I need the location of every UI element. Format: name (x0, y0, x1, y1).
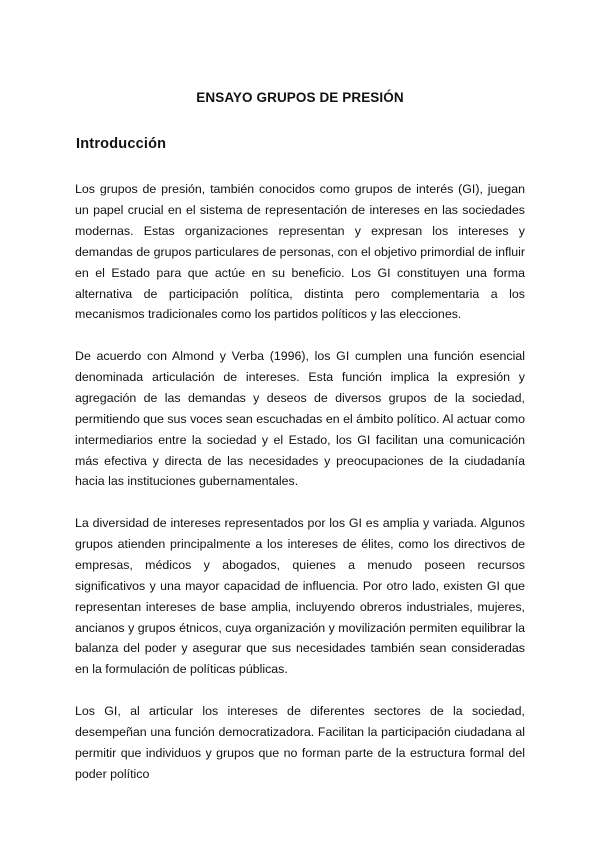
paragraph-2: De acuerdo con Almond y Verba (1996), los GI cumplen una función esencial denominada articulación de intereses. Esta función implica la expresión y agregación de las demandas y deseos de diversos grupos de la sociedad, permitiendo que sus voces sean escuchadas en el ámbito político. Al actuar como intermediarios entre la sociedad y el Estado, los GI facilitan una comunicación más efectiva y directa de las necesidades y preocupaciones de la ciudadanía hacia las instituciones gubernamentales. (75, 349, 525, 489)
paragraph-4: Los GI, al articular los intereses de diferentes sectores de la sociedad, desempeñan una función democratizadora. Facilitan la participación ciudadana al permitir que individuos y grupos que no forman parte de la estructura formal del poder político (75, 704, 525, 781)
document-title: ENSAYO GRUPOS DE PRESIÓN (196, 90, 404, 105)
section-heading: Introducción (76, 136, 167, 152)
paragraph-1: Los grupos de presión, también conocidos como grupos de interés (GI), juegan un papel crucial en el sistema de representación de intereses en las sociedades modernas. Estas organizaciones representan y expresan los intereses y demandas de grupos particulares de personas, con el objetivo primordial de influir en el Estado para que actúe en su beneficio. Los GI constituyen una forma alternativa de participación política, distinta pero complementaria a los mecanismos tradicionales como los partidos políticos y las elecciones. (75, 182, 525, 322)
paragraph-3: La diversidad de intereses representados por los GI es amplia y variada. Algunos grupos atienden principalmente a los intereses de élites, como los directivos de empresas, médicos y abogados, quienes a menudo poseen recursos significativos y una mayor capacidad de influencia. Por otro lado, existen GI que representan intereses de base amplia, incluyendo obreros industriales, mujeres, ancianos y grupos étnicos, cuya organización y movilización permiten equilibrar la balanza del poder y asegurar que sus necesidades también sean consideradas en la formulación de políticas públicas. (75, 516, 525, 677)
